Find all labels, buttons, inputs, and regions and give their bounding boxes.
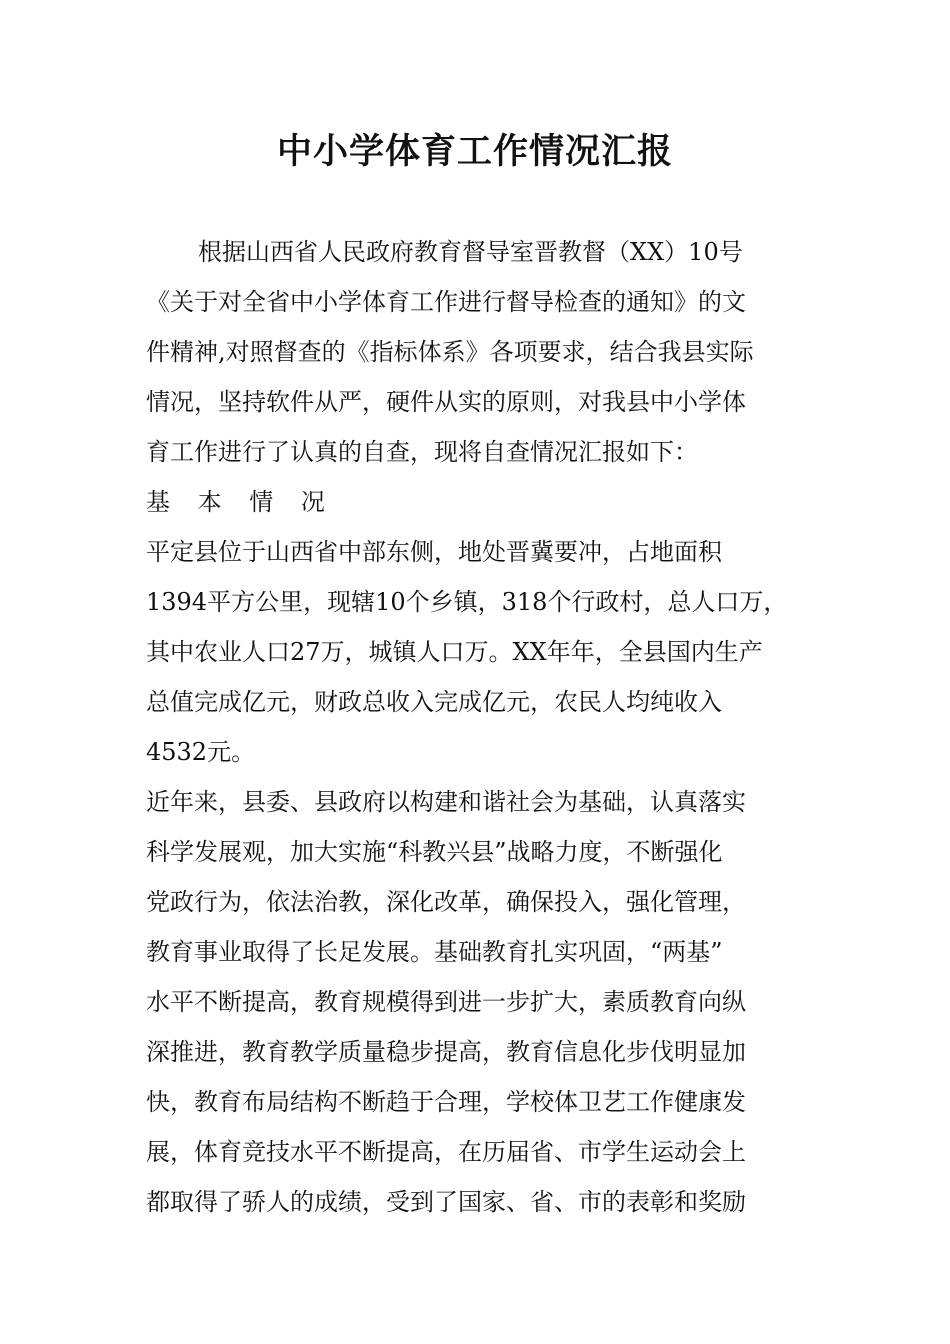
body-text-line: 平定县位于山西省中部东侧，地处晋冀要冲，占地面积 [146,538,722,566]
body-text-line: 件精神,对照督查的《指标体系》各项要求，结合我县实际 [146,338,754,366]
body-text-line: 其中农业人口27万，城镇人口万。XX年年，全县国内生产 [146,638,763,666]
body-text-line: 快，教育布局结构不断趋于合理，学校体卫艺工作健康发 [146,1088,746,1116]
body-text-line: 教育事业取得了长足发展。基础教育扎实巩固，“两基” [146,938,723,966]
body-text-line: 育工作进行了认真的自查，现将自查情况汇报如下： [146,438,698,466]
body-text-line: 情况，坚持软件从严，硬件从实的原则，对我县中小学体 [146,388,746,416]
body-text-line: 4532元。 [146,738,256,766]
body-text-line: 深推进，教育教学质量稳步提高，教育信息化步伐明显加 [146,1038,746,1066]
body-text-line: 党政行为，依法治教，深化改革，确保投入，强化管理， [146,888,746,916]
body-text-line: 展，体育竞技水平不断提高，在历届省、市学生运动会上 [146,1138,746,1166]
document-title: 中小学体育工作情况汇报 [276,131,673,172]
body-text-line: 根据山西省人民政府教育督导室晋教督（XX）10号 [198,238,743,266]
section-heading: 基 本 情 况 [146,488,335,516]
body-text-line: 总值完成亿元，财政总收入完成亿元，农民人均纯收入 [146,688,722,716]
body-text-line: 1394平方公里，现辖10个乡镇，318个行政村，总人口万， [146,588,788,616]
body-text-line: 都取得了骄人的成绩，受到了国家、省、市的表彰和奖励 [146,1188,746,1216]
body-text-line: 水平不断提高，教育规模得到进一步扩大，素质教育向纵 [146,988,746,1016]
body-text-line: 《关于对全省中小学体育工作进行督导检查的通知》的文 [146,288,746,316]
body-text-line: 近年来，县委、县政府以构建和谐社会为基础，认真落实 [146,788,746,816]
body-text-line: 科学发展观，加大实施“科教兴县”战略力度，不断强化 [146,838,723,866]
